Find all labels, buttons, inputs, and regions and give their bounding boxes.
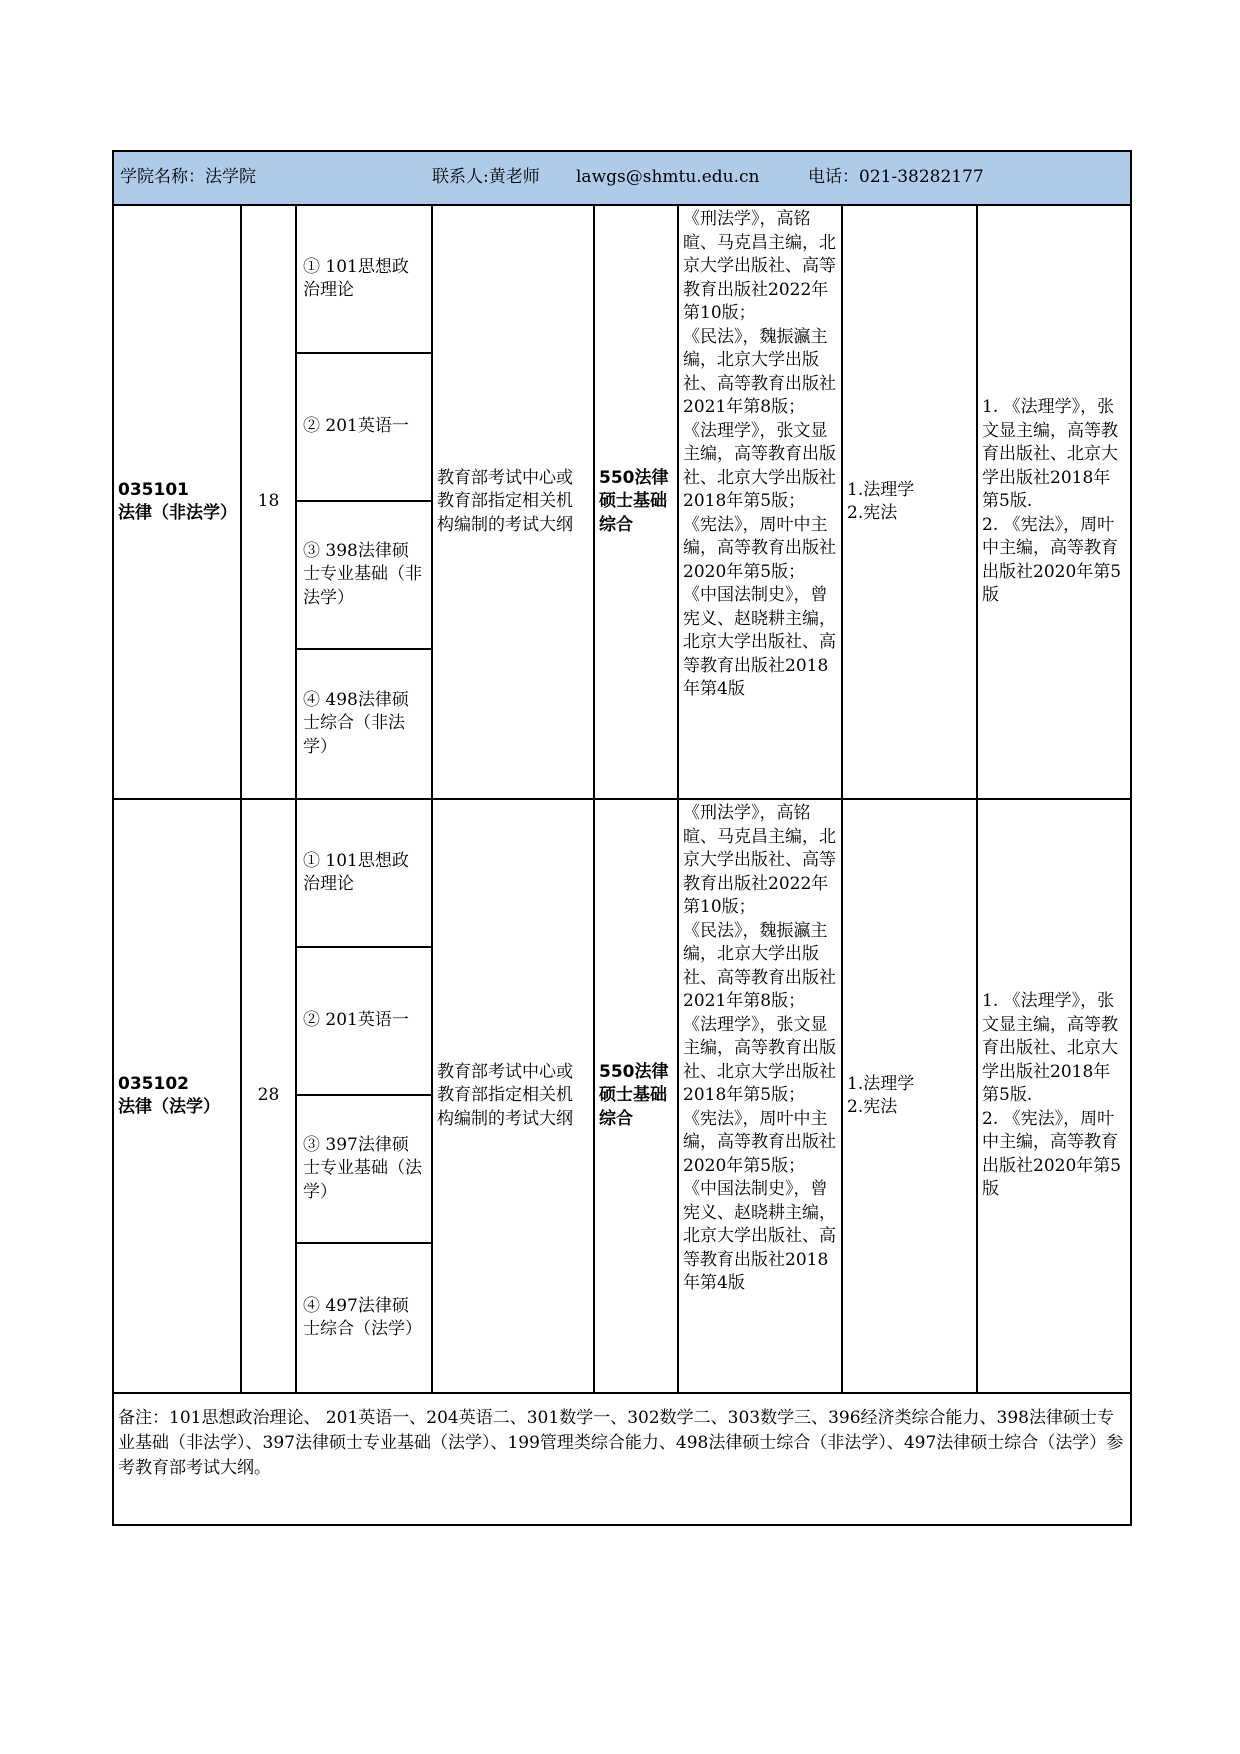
program-row [113, 799, 1131, 1393]
equal-subject: 2.宪法 [847, 1097, 898, 1117]
program-cell [113, 205, 241, 799]
equal-subject: 1.法理学 [847, 479, 915, 500]
book-entry: 《民法》，魏振瀛主编，北京大学出版社、高等教育出版社2021年第8版； [683, 326, 836, 417]
program-name: 法律（法学） [118, 1097, 220, 1117]
program-cell [113, 799, 241, 1393]
equal-subject: 1.法理学 [847, 1073, 915, 1094]
book-entry: 《法理学》，张文显主编，高等教育出版社、北京大学出版社2018年第5版； [683, 1014, 836, 1105]
exam-subject: ④ 497法律硕士综合（法学） [303, 1295, 422, 1339]
equal-subjects [842, 799, 977, 1393]
program-name: 法律（非法学） [118, 503, 237, 523]
book-entry: 《中国法制史》，曾宪义、赵晓耕主编，北京大学出版社、高等教育出版社2018年第4版 [683, 1179, 836, 1293]
exam-subjects [296, 205, 432, 799]
syllabus: 教育部考试中心或教育部指定相关机构编制的考试大纲 [432, 799, 594, 1393]
program-row [113, 205, 1131, 799]
retest-subject: 550法律硕士基础综合 [594, 205, 678, 799]
book-entry: 《刑法学》，高铭暄、马克昌主编，北京大学出版社、高等教育出版社2022年第10版； [683, 803, 836, 917]
exam-subject: ① 101思想政治理论 [297, 206, 431, 354]
book-entry: 《民法》，魏振瀛主编，北京大学出版社、高等教育出版社2021年第8版； [683, 920, 836, 1011]
program-code: 035101 [118, 479, 189, 500]
note-text: 备注：101思想政治理论、 201英语一、204英语二、301数学一、302数学二、303数学三、396经济类综合能力、398法律硕士专业基础（非法学）、397法律硕士专业基础（法学）、199管理类综合能力、498法律硕士综合（非法学）、497法律硕士综合（法学）参考教育部考试大纲。 [113, 1393, 1131, 1525]
quota: 18 [241, 205, 296, 799]
exam-subject: ① 101思想政治理论 [297, 800, 431, 948]
quota: 28 [241, 799, 296, 1393]
header-cell [113, 151, 1131, 205]
book-entry: 《宪法》，周叶中主编，高等教育出版社2020年第5版； [683, 514, 836, 582]
contact-person: 联系人:黄老师 [432, 167, 540, 188]
equal-subject: 2.宪法 [847, 503, 898, 523]
exam-subject: ② 201英语一 [297, 354, 431, 502]
retest-books [678, 799, 842, 1393]
equal-subjects [842, 205, 977, 799]
note-row [113, 1393, 1131, 1525]
exam-subject: ③ 398法律硕士专业基础（非法学） [297, 502, 431, 650]
contact-phone: 电话：021-38282177 [808, 167, 984, 188]
book-entry: 《宪法》，周叶中主编，高等教育出版社2020年第5版； [683, 1108, 836, 1176]
book-entry: 《法理学》，张文显主编，高等教育出版社、北京大学出版社2018年第5版； [683, 420, 836, 511]
exam-subject: ② 201英语一 [297, 948, 431, 1096]
equal-books [977, 205, 1131, 799]
book-entry: 《中国法制史》，曾宪义、赵晓耕主编，北京大学出版社、高等教育出版社2018年第4版 [683, 585, 836, 699]
syllabus: 教育部考试中心或教育部指定相关机构编制的考试大纲 [432, 205, 594, 799]
equal-book: 2. 《宪法》，周叶中主编，高等教育出版社2020年第5版 [982, 514, 1122, 606]
exam-subject: ④ 498法律硕士综合（非法学） [303, 689, 409, 757]
equal-book: 2. 《宪法》，周叶中主编，高等教育出版社2020年第5版 [982, 1108, 1122, 1200]
equal-books [977, 799, 1131, 1393]
equal-book: 1. 《法理学》，张文显主编，高等教育出版社、北京大学出版社2018年第5版. [982, 991, 1118, 1106]
retest-subject: 550法律硕士基础综合 [594, 799, 678, 1393]
college-name: 学院名称：法学院 [120, 167, 256, 188]
header-row [113, 151, 1131, 205]
admissions-table-sheet [112, 150, 1130, 1526]
retest-books [678, 205, 842, 799]
program-code: 035102 [118, 1073, 189, 1094]
equal-book: 1. 《法理学》，张文显主编，高等教育出版社、北京大学出版社2018年第5版. [982, 397, 1118, 512]
admissions-table [112, 150, 1132, 1526]
exam-subjects [296, 799, 432, 1393]
book-entry: 《刑法学》，高铭暄、马克昌主编，北京大学出版社、高等教育出版社2022年第10版； [683, 209, 836, 323]
exam-subject: ③ 397法律硕士专业基础（法学） [297, 1096, 431, 1244]
contact-email: lawgs@shmtu.edu.cn [576, 167, 760, 188]
